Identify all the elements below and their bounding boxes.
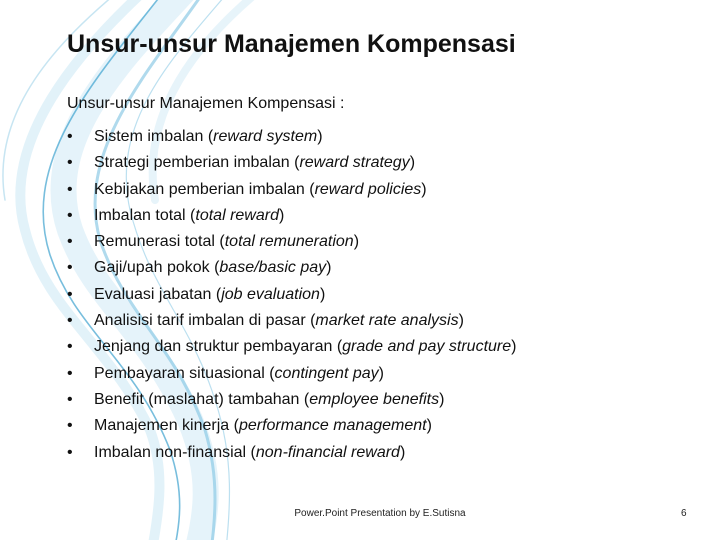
list-item-english-term: total remuneration bbox=[224, 233, 354, 251]
list-item-text: Benefit (maslahat) tambahan ( bbox=[94, 390, 310, 408]
list-item-suffix: ) bbox=[378, 364, 384, 382]
bullet-icon: • bbox=[67, 338, 73, 356]
page-number: 6 bbox=[681, 508, 687, 519]
bullet-icon: • bbox=[67, 364, 73, 382]
slide-title: Unsur-unsur Manajemen Kompensasi bbox=[67, 30, 516, 58]
list-item-english-term: non-financial reward bbox=[255, 443, 400, 461]
list-item-text: Pembayaran situasional ( bbox=[94, 364, 275, 382]
bullet-icon: • bbox=[67, 128, 73, 145]
list-item-suffix: ) bbox=[278, 206, 285, 224]
list-item-english-term: employee benefits bbox=[309, 390, 440, 408]
list-item-english-term: contingent pay bbox=[274, 364, 379, 382]
list-item-english-term: job evaluation bbox=[221, 285, 320, 303]
list-item-text: Analisisi tarif imbalan di pasar ( bbox=[94, 312, 316, 330]
list-item-text: Manajemen kinerja ( bbox=[94, 417, 239, 435]
list-item-text: Jenjang dan struktur pembayaran ( bbox=[94, 338, 343, 356]
list-item-english-term: reward policies bbox=[314, 180, 422, 198]
bullet-icon: • bbox=[67, 285, 73, 303]
list-item-text: Remunerasi total ( bbox=[94, 233, 225, 251]
list-item-suffix: ) bbox=[399, 443, 406, 461]
footer-text: Power.Point Presentation by E.Sutisna bbox=[294, 508, 466, 519]
list-item bbox=[67, 255, 516, 281]
list-item-suffix: ) bbox=[353, 233, 360, 251]
list-item-english-term: grade and pay structure bbox=[342, 338, 512, 356]
list-item bbox=[67, 308, 516, 334]
list-item-text: Strategi pemberian imbalan ( bbox=[94, 154, 300, 172]
list-item-text: Kebijakan pemberian imbalan ( bbox=[94, 180, 315, 198]
list-item bbox=[67, 440, 516, 466]
list-item-english-term: base/basic pay bbox=[219, 259, 327, 277]
list-item-text: Imbalan non-finansial ( bbox=[94, 443, 256, 461]
bullet-icon: • bbox=[67, 259, 73, 277]
list-item-text: Imbalan total ( bbox=[94, 206, 196, 224]
list-item-english-term: total reward bbox=[195, 206, 279, 224]
bullet-icon: • bbox=[67, 154, 73, 172]
list-item-suffix: ) bbox=[511, 338, 517, 356]
list-item-suffix: ) bbox=[421, 180, 427, 198]
list-item bbox=[67, 203, 516, 229]
bullet-icon: • bbox=[67, 233, 73, 251]
bullet-icon: • bbox=[67, 443, 73, 461]
list-item bbox=[67, 177, 516, 203]
list-item-suffix: ) bbox=[319, 285, 326, 303]
list-item bbox=[67, 229, 516, 255]
list-item bbox=[67, 334, 516, 360]
bullet-list bbox=[67, 124, 516, 466]
list-item-english-term: reward strategy bbox=[299, 154, 410, 172]
list-item-text: Sistem imbalan ( bbox=[94, 128, 214, 145]
list-item-english-term: reward system bbox=[213, 128, 318, 145]
list-item bbox=[67, 150, 516, 176]
list-item bbox=[67, 387, 516, 413]
list-item-suffix: ) bbox=[326, 259, 332, 277]
bullet-icon: • bbox=[67, 180, 73, 198]
list-item-suffix: ) bbox=[458, 312, 464, 330]
slide-subtitle: Unsur-unsur Manajemen Kompensasi : bbox=[67, 95, 345, 112]
list-item-english-term: market rate analysis bbox=[315, 312, 459, 330]
list-item bbox=[67, 361, 516, 387]
list-item bbox=[67, 124, 516, 150]
list-item-suffix: ) bbox=[317, 128, 323, 145]
bullet-icon: • bbox=[67, 417, 73, 435]
list-item-suffix: ) bbox=[426, 417, 432, 435]
bullet-icon: • bbox=[67, 312, 73, 330]
list-item bbox=[67, 413, 516, 439]
list-item-suffix: ) bbox=[439, 390, 445, 408]
list-item bbox=[67, 282, 516, 308]
bullet-icon: • bbox=[67, 206, 73, 224]
list-item-suffix: ) bbox=[409, 154, 416, 172]
list-item-text: Evaluasi jabatan ( bbox=[94, 285, 222, 303]
list-item-english-term: performance management bbox=[238, 417, 427, 435]
bullet-icon: • bbox=[67, 390, 73, 408]
list-item-text: Gaji/upah pokok ( bbox=[94, 259, 220, 277]
